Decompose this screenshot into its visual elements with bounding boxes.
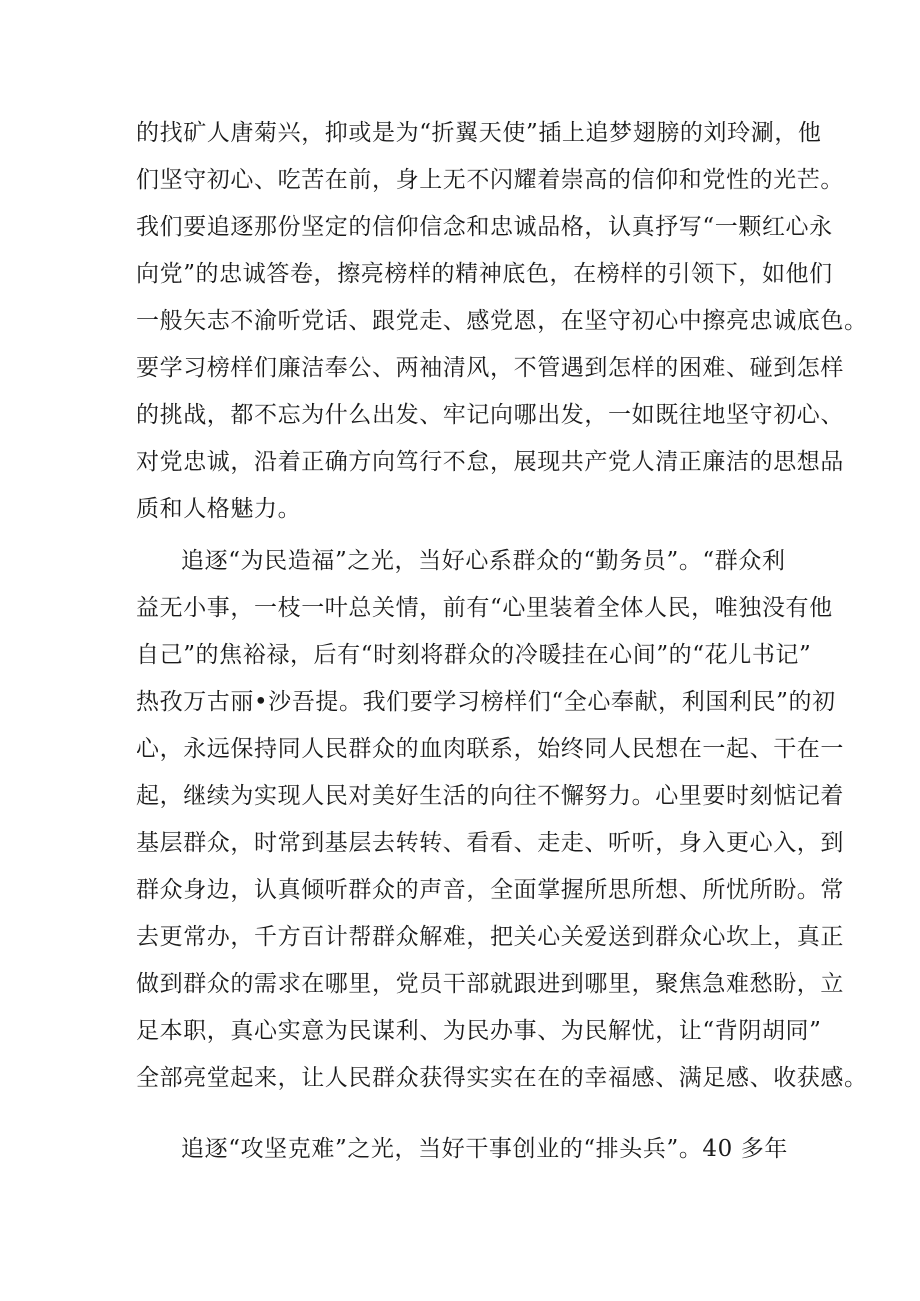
text-line: 起，继续为实现人民对美好生活的向往不懈努力。心里要时刻惦记着 <box>136 783 844 809</box>
text-line: 要学习榜样们廉洁奉公、两袖清风，不管遇到怎样的困难、碰到怎样 <box>136 355 844 381</box>
text-line: 基层群众，时常到基层去转转、看看、走走、听听，身入更心入，到 <box>136 830 844 856</box>
text-line: 足本职，真心实意为民谋利、为民办事、为民解忧，让“背阴胡同” <box>136 1018 822 1044</box>
text-line: 热孜万古丽•沙吾提。我们要学习榜样们“全心奉献，利国利民”的初 <box>136 689 836 715</box>
text-line: 益无小事，一枝一叶总关情，前有“心里装着全体人民，唯独没有他 <box>136 595 833 621</box>
text-line: 质和人格魅力。 <box>136 496 302 522</box>
text-line: 对党忠诚，沿着正确方向笃行不怠，展现共产党人清正廉洁的思想品 <box>136 449 844 475</box>
text-line: 我们要追逐那份坚定的信仰信念和忠诚品格，认真抒写“一颗红心永 <box>136 214 833 240</box>
text-line: 的找矿人唐菊兴，抑或是为“折翼天使”插上追梦翅膀的刘玲涮，他 <box>136 120 822 146</box>
text-line: 自己”的焦裕禄，后有“时刻将群众的冷暖挂在心间”的“花儿书记” <box>136 642 812 668</box>
text-line: 心，永远保持同人民群众的血肉联系，始终同人民想在一起、干在一 <box>136 736 844 762</box>
text-line: 做到群众的需求在哪里，党员干部就跟进到哪里，聚焦急难愁盼，立 <box>136 971 844 997</box>
paragraph-start-line: 追逐“为民造福”之光，当好心系群众的“勤务员”。“群众利 <box>181 548 786 574</box>
text-line: 全部亮堂起来，让人民群众获得实实在在的幸福感、满足感、收获感。 <box>136 1065 868 1091</box>
text-line: 向党”的忠诚答卷，擦亮榜样的精神底色，在榜样的引领下，如他们 <box>136 261 833 287</box>
paragraph-start-line: 追逐“攻坚克难”之光，当好干事创业的“排头兵”。40 多年 <box>181 1136 789 1162</box>
text-line: 群众身边，认真倾听群众的声音，全面掌握所思所想、所忧所盼。常 <box>136 877 844 903</box>
text-line: 一般矢志不渝听党话、跟党走、感党恩，在坚守初心中擦亮忠诚底色。 <box>136 308 868 334</box>
text-line: 们坚守初心、吃苦在前，身上无不闪耀着崇高的信仰和党性的光芒。 <box>136 167 844 193</box>
text-line: 的挑战，都不忘为什么出发、牢记向哪出发，一如既往地坚守初心、 <box>136 402 844 428</box>
text-line: 去更常办，千方百计帮群众解难，把关心关爱送到群众心坎上，真正 <box>136 924 844 950</box>
